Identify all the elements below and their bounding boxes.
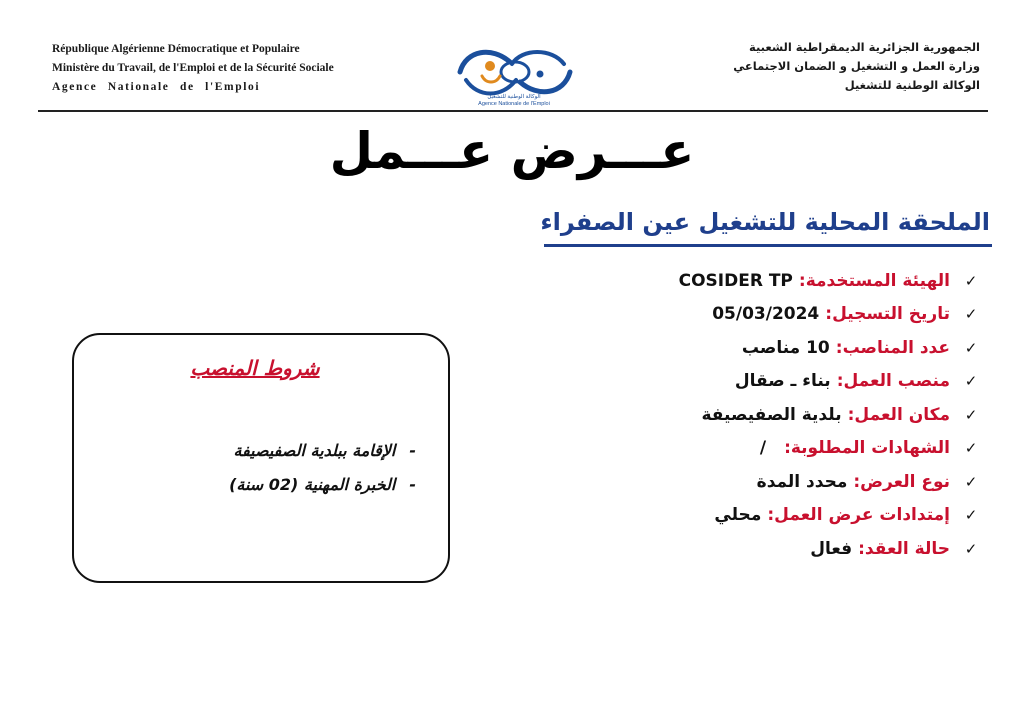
check-icon: ✓	[964, 472, 978, 491]
agency-underline	[544, 244, 992, 247]
detail-offer-extensions	[462, 499, 982, 533]
page-title: عـــرض عـــمل	[329, 122, 695, 180]
detail-registration-date	[462, 298, 982, 332]
detail-employer	[462, 264, 982, 298]
check-icon: ✓	[964, 338, 978, 357]
detail-required-certificates	[462, 432, 982, 466]
condition-text: الخبرة المهنية (02 سنة)	[229, 475, 396, 494]
conditions-list	[116, 434, 416, 502]
header-french	[52, 40, 432, 97]
detail-value: بلدية الصفيصيفة	[701, 404, 842, 425]
header-fr-republic: République Algérienne Démocratique et Populaire	[52, 43, 300, 55]
logo-caption	[446, 94, 582, 108]
detail-value: محلي	[714, 505, 762, 526]
check-icon: ✓	[964, 372, 978, 391]
condition-item	[116, 434, 416, 468]
detail-value: بناء ـ صقال	[734, 371, 831, 392]
detail-value: 10 مناصب	[741, 337, 830, 358]
detail-job-title	[462, 365, 982, 399]
detail-label: إمتدادات عرض العمل:	[767, 505, 950, 526]
detail-contract-status	[462, 532, 982, 566]
check-icon: ✓	[964, 271, 978, 290]
offer-details-list	[462, 264, 982, 566]
detail-value: محدد المدة	[756, 471, 848, 492]
detail-label: مكان العمل:	[847, 404, 950, 425]
detail-label: حالة العقد:	[858, 538, 950, 559]
header-fr-ministry: Ministère du Travail, de l'Emploi et de la Sécurité Sociale	[52, 62, 334, 74]
detail-value: /	[759, 438, 767, 459]
detail-positions-count	[462, 331, 982, 365]
dash-bullet: -	[409, 475, 416, 494]
dash-bullet: -	[409, 441, 416, 460]
agency-name: الملحقة المحلية للتشغيل عين الصفراء	[540, 208, 990, 236]
check-icon: ✓	[964, 539, 978, 558]
detail-label: نوع العرض:	[853, 471, 950, 492]
detail-label: الهيئة المستخدمة:	[798, 270, 950, 291]
detail-label: منصب العمل:	[836, 371, 950, 392]
header-fr-agency: Agence Nationale de l'Emploi	[52, 81, 261, 93]
check-icon: ✓	[964, 439, 978, 458]
detail-label: عدد المناصب:	[835, 337, 950, 358]
conditions-title: شروط المنصب	[190, 356, 320, 380]
detail-value: COSIDER TP	[678, 270, 793, 291]
detail-work-location	[462, 398, 982, 432]
condition-item	[116, 468, 416, 502]
detail-label: تاريخ التسجيل:	[825, 304, 950, 325]
logo-caption-french: Agence Nationale de l'Emploi	[478, 101, 550, 107]
detail-value: فعال	[810, 538, 853, 559]
detail-label: الشهادات المطلوبة:	[784, 438, 950, 459]
header-divider	[38, 110, 988, 112]
logo-caption-arabic: الوكالة الوطنية للتشغيل	[487, 94, 541, 100]
detail-value: 05/03/2024	[712, 304, 820, 325]
check-icon: ✓	[964, 506, 978, 525]
header-ar-agency: الوكالة الوطنية للتشغيل	[844, 78, 980, 92]
condition-text: الإقامة ببلدية الصفيصيفة	[233, 441, 396, 460]
header-ar-republic: الجمهورية الجزائرية الديمقراطية الشعبية	[748, 40, 980, 54]
header-ar-ministry: وزارة العمل و التشغيل و الضمان الاجتماعي	[733, 59, 980, 73]
check-icon: ✓	[964, 405, 978, 424]
header-arabic	[580, 38, 980, 95]
detail-offer-type	[462, 465, 982, 499]
check-icon: ✓	[964, 305, 978, 324]
